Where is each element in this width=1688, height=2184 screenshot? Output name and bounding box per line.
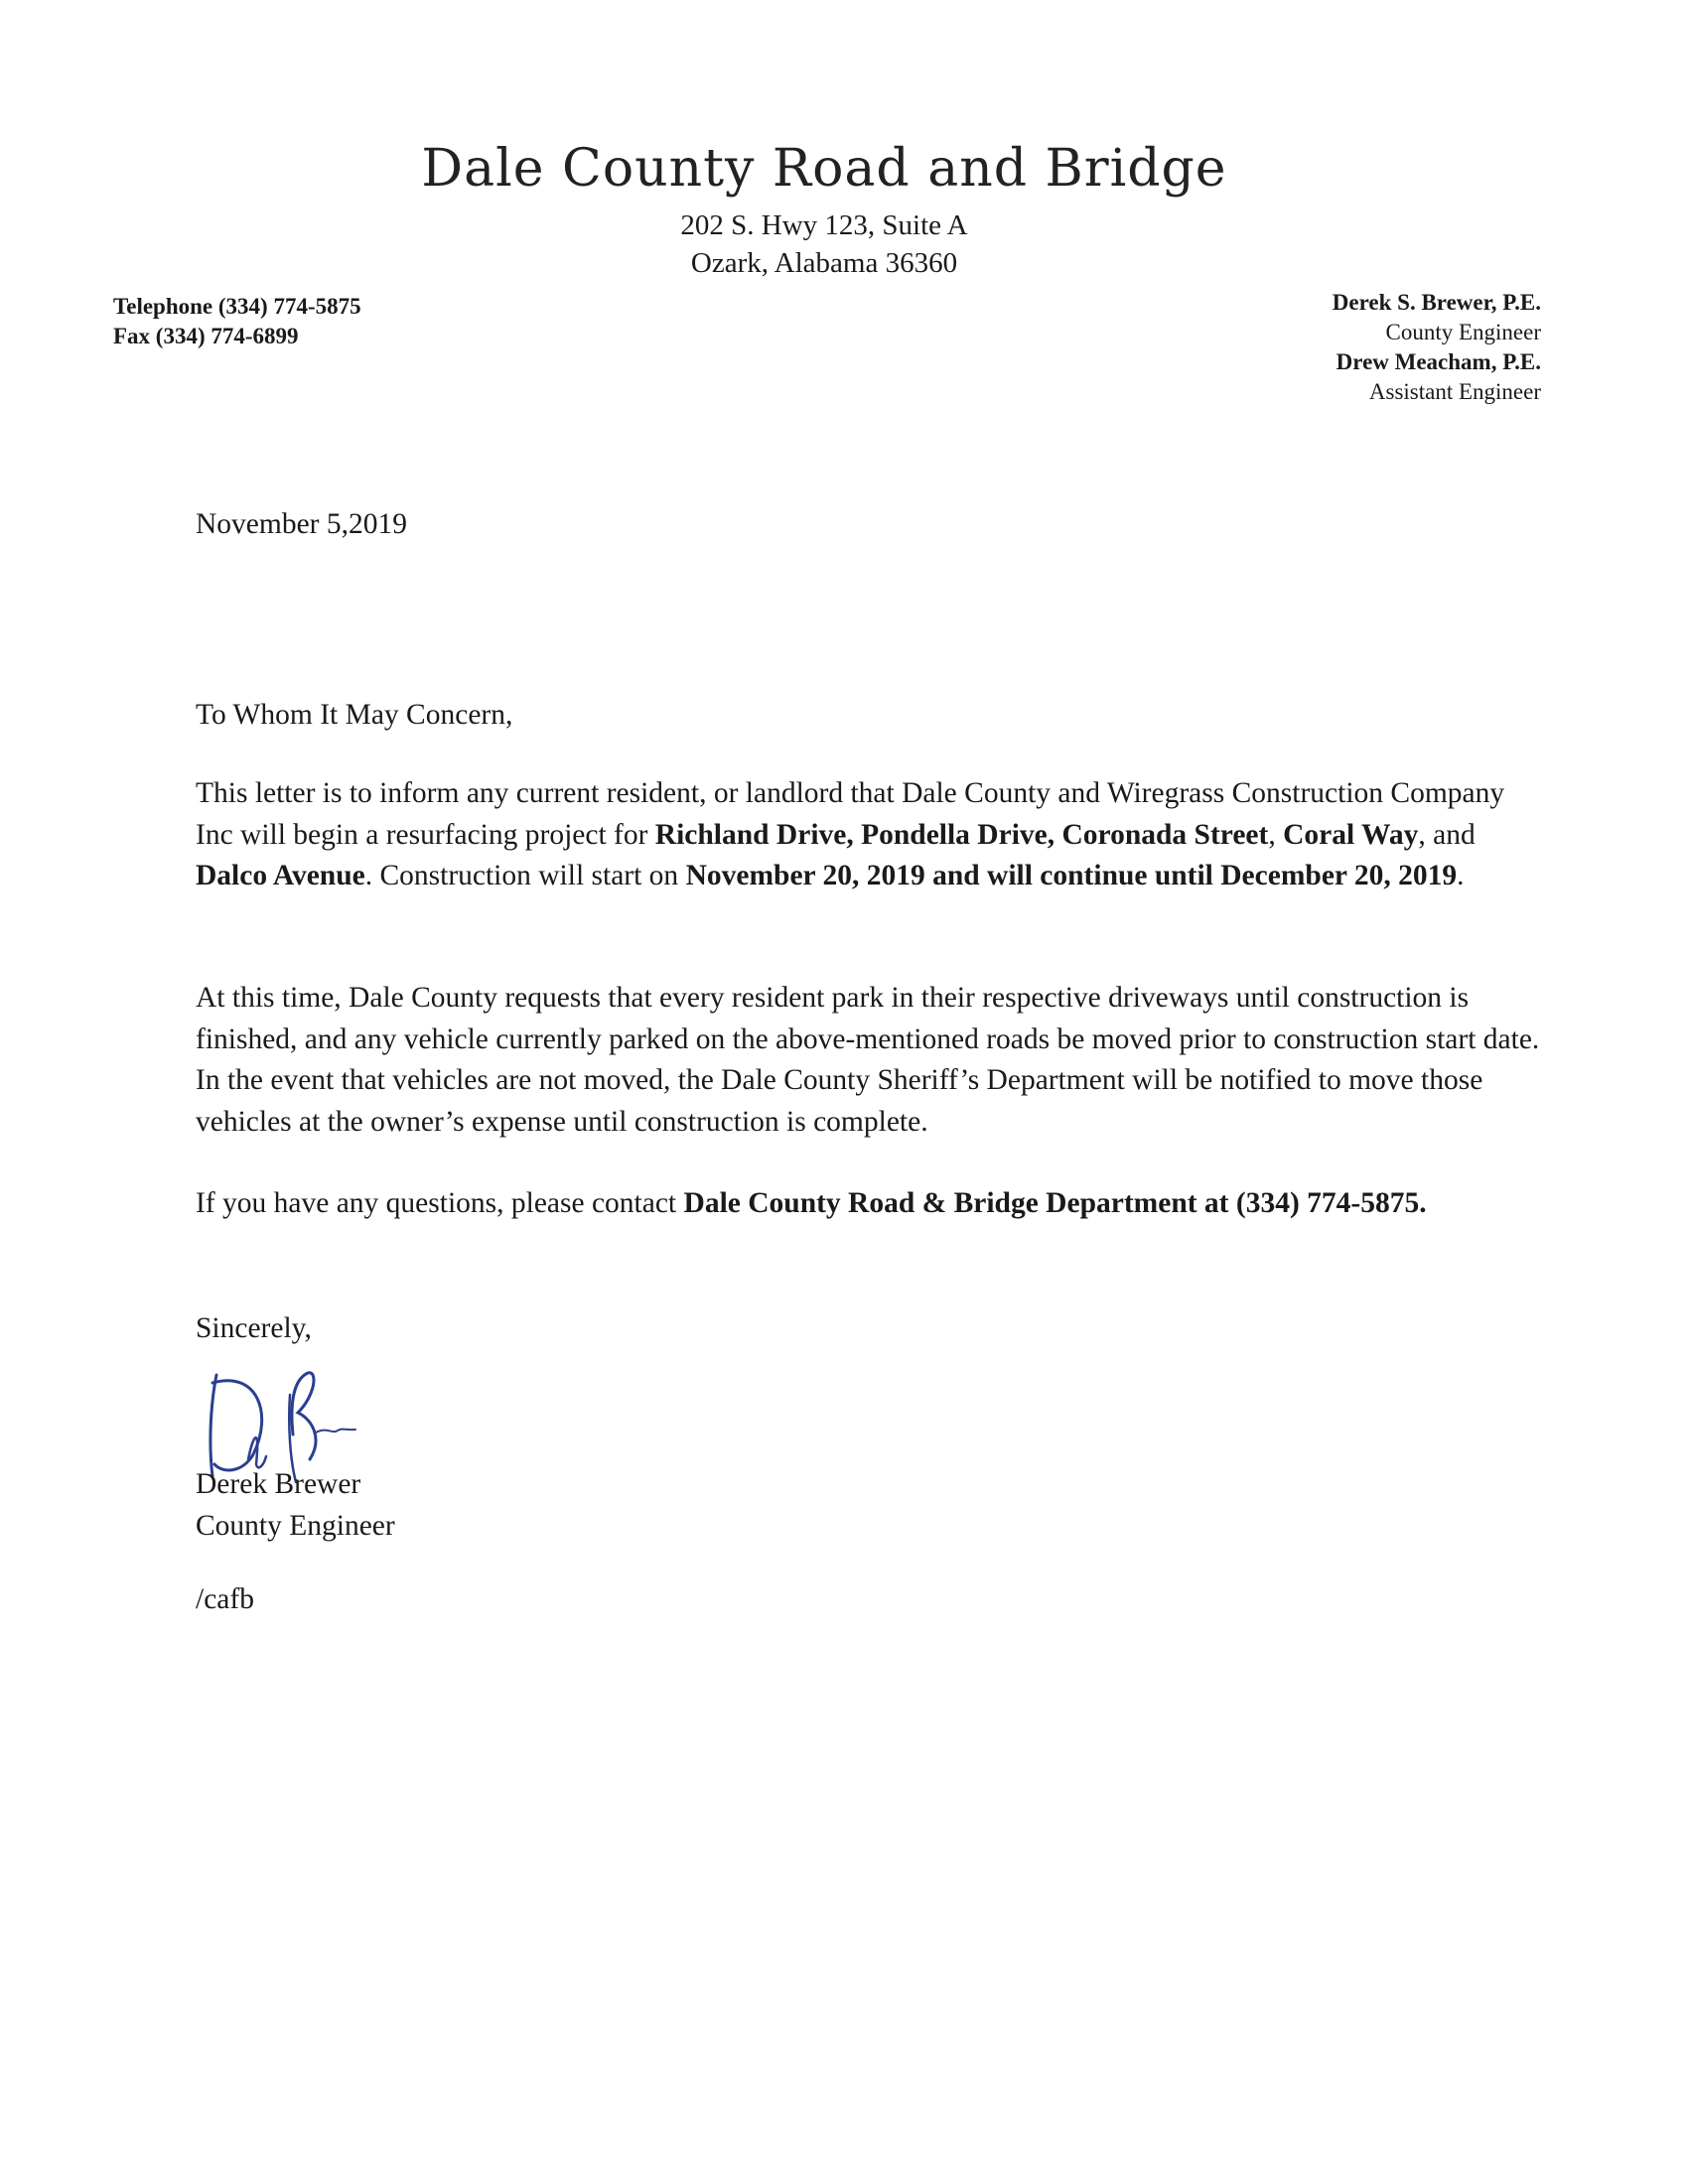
paragraph-3 [196, 1183, 1546, 1225]
telephone: Telephone (334) 774-5875 [113, 294, 361, 319]
engineer-1-name: Derek S. Brewer, P.E. [1332, 290, 1541, 315]
salutation: To Whom It May Concern, [196, 699, 513, 731]
contact-info [113, 292, 361, 351]
para1-bold-3: Dalco Avenue [196, 860, 365, 891]
para2-text: At this time, Dale County requests that every resident park in their respective driveways until construction is finished, and any vehicle currently parked on the above-mentioned roads be moved prior to construction start date. In the event that vehicles are not moved, the Dale County Sheriff’s Department will be notified to move those vehicles at the owner’s expense until construction is complete. [196, 982, 1540, 1138]
engineer-2-name: Drew Meacham, P.E. [1336, 349, 1541, 374]
letterhead-address [0, 206, 1648, 282]
signer-block [196, 1464, 1546, 1547]
signer-title: County Engineer [196, 1509, 395, 1542]
address-line-2: Ozark, Alabama 36360 [690, 247, 958, 279]
engineers-block [1333, 288, 1541, 407]
engineer-1-title: County Engineer [1385, 320, 1541, 344]
address-line-1: 202 S. Hwy 123, Suite A [680, 209, 968, 241]
para1-bold-2: Coral Way [1283, 818, 1419, 851]
para1-text-2: , [1268, 818, 1284, 851]
fax: Fax (334) 774-6899 [113, 324, 299, 348]
paragraph-1 [196, 773, 1546, 897]
para1-text-4: . Construction will start on [364, 860, 686, 891]
letterhead-org-name: Dale County Road and Bridge [421, 139, 1227, 199]
closing: Sincerely, [196, 1312, 312, 1344]
para3-bold-1: Dale County Road & Bridge Department at (334) 774-5875. [683, 1187, 1427, 1219]
para1-text-5: . [1457, 860, 1465, 891]
para1-bold-1: Richland Drive, Pondella Drive, Coronada Street [654, 818, 1269, 851]
engineer-2-title: Assistant Engineer [1368, 379, 1541, 404]
para1-text-1: This letter is to inform any current resident, or landlord that Dale County and Wiregrass Construction Company Inc will begin a resurfacing project for [196, 777, 1505, 851]
para1-bold-4: November 20, 2019 and will continue until December 20, 2019 [685, 860, 1458, 891]
letter-date: November 5,2019 [196, 508, 408, 540]
para3-text-1: If you have any questions, please contact [196, 1187, 684, 1219]
para1-text-3: , and [1418, 818, 1476, 851]
paragraph-2 [196, 978, 1546, 1143]
signer-name: Derek Brewer [196, 1468, 361, 1500]
typist-initials: /cafb [196, 1583, 254, 1615]
